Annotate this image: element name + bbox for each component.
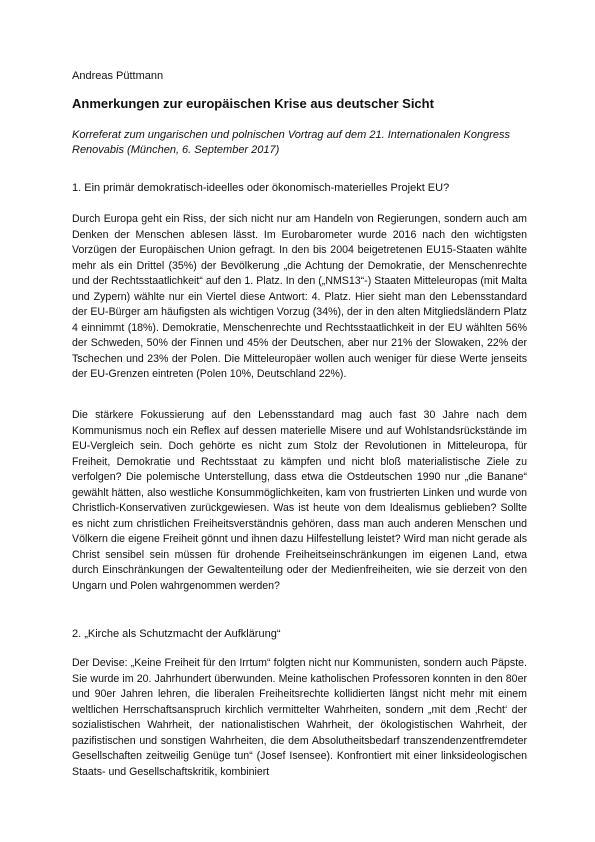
section-1-heading: 1. Ein primär demokratisch-ideelles oder ökonomisch-materielles Projekt EU?	[72, 182, 450, 194]
author-name: Andreas Püttmann	[72, 70, 164, 82]
section-1-paragraph-1: Durch Europa geht ein Riss, der sich nicht nur am Handeln von Regierungen, sondern auch am Denken der Menschen ablesen lässt. Im Eurobarometer wurde 2016 nach den wichtigsten Vorzügen der Europäischen Union gefragt. In den bis 2004 beigetretenen EU15-Staaten wählte mehr als ein Drittel (35%) der Bevölkerung „die Achtung der Demokratie, der Menschenrechte und der Rechtsstaatlichkeit“ auf den 1. Platz. In den („NMS13“-) Staaten Mitteleuropas (mit Malta und Zypern) wählte nur ein Viertel diese Antwort: 4. Platz. Hier sieht man den Lebensstandard der EU-Bürger am häufigsten als wichtigen Vorzug (34%), der in den alten Mitgliedsländern Platz 4 einnimmt (18%). Demokratie, Menschenrechte und Rechtsstaatlichkeit in der EU wählten 56% der Schweden, 50% der Finnen und 45% der Deutschen, aber nur 21% der Slowaken, 22% der Tschechen und 23% der Polen. Die Mitteleuropäer wollen auch weniger für diese Werte jenseits der EU-Grenzen eintreten (Polen 10%, Deutschland 22%).	[72, 213, 527, 380]
section-2-heading: 2. „Kirche als Schutzmacht der Aufklärung“	[72, 628, 281, 640]
section-2-paragraph-1: Der Devise: „Keine Freiheit für den Irrtum“ folgten nicht nur Kommunisten, sondern auch Päpste. Sie wurde im 20. Jahrhundert überwunden. Meine katholischen Professoren konnten in den 80er und 90er Jahren lehren, die liberalen Freiheitsrechte kollidierten längst nicht mehr mit einem weltlichen Herrschaftsanspruch kirchlich vermittelter Wahrheiten, sondern „mit dem ‚Recht‘ der sozialistischen Wahrheit, der nationalistischen Wahrheit, der ökologistischen Wahrheit, der pazifistischen und sonstigen Wahrheiten, die dem Absolutheitsbedarf transzendenzentfremdeter Gesellschaften zeitweilig Genüge tun“ (Josef Isensee). Konfrontiert mit einer linksideologischen Staats- und Gesellschaftskritik, kombiniert	[72, 657, 527, 778]
section-1-paragraph-2: Die stärkere Fokussierung auf den Lebensstandard mag auch fast 30 Jahre nach dem Kommunismus noch ein Reflex auf dessen materielle Misere und auf Wohlstandsrückstände im EU-Vergleich sein. Doch gehörte es nicht zum Stolz der Revolutionen in Mitteleuropa, für Freiheit, Demokratie und Rechtsstaat zu kämpfen und nicht bloß materialistische Ziele zu verfolgen? Die polemische Unterstellung, dass etwa die Ostdeutschen 1990 nur „die Banane“ gewählt hätten, also westliche Konsummöglichkeiten, kam von frustrierten Linken und wurde von Christlich-Konservativen zurückgewiesen. Was ist heute von dem Idealismus geblieben? Sollte es nicht zum christlichen Freiheitsverständnis gehören, dass man auch anderen Menschen und Völkern die eigene Freiheit gönnt und ihnen dazu Hilfestellung leistet? Wird man nicht gerade als Christ sensibel sein müssen für drohende Freiheitseinschränkungen im eigenen Land, etwa durch Einschränkungen der Gewaltenteilung oder der Medienfreiheiten, wie sie derzeit von den Ungarn und Polen wahrgenommen werden?	[72, 409, 527, 592]
document-title: Anmerkungen zur europäischen Krise aus deutscher Sicht	[72, 96, 434, 111]
document-subtitle: Korreferat zum ungarischen und polnischen Vortrag auf dem 21. Internationalen Kongress Renovabis (München, 6. September 2017)	[72, 129, 511, 156]
